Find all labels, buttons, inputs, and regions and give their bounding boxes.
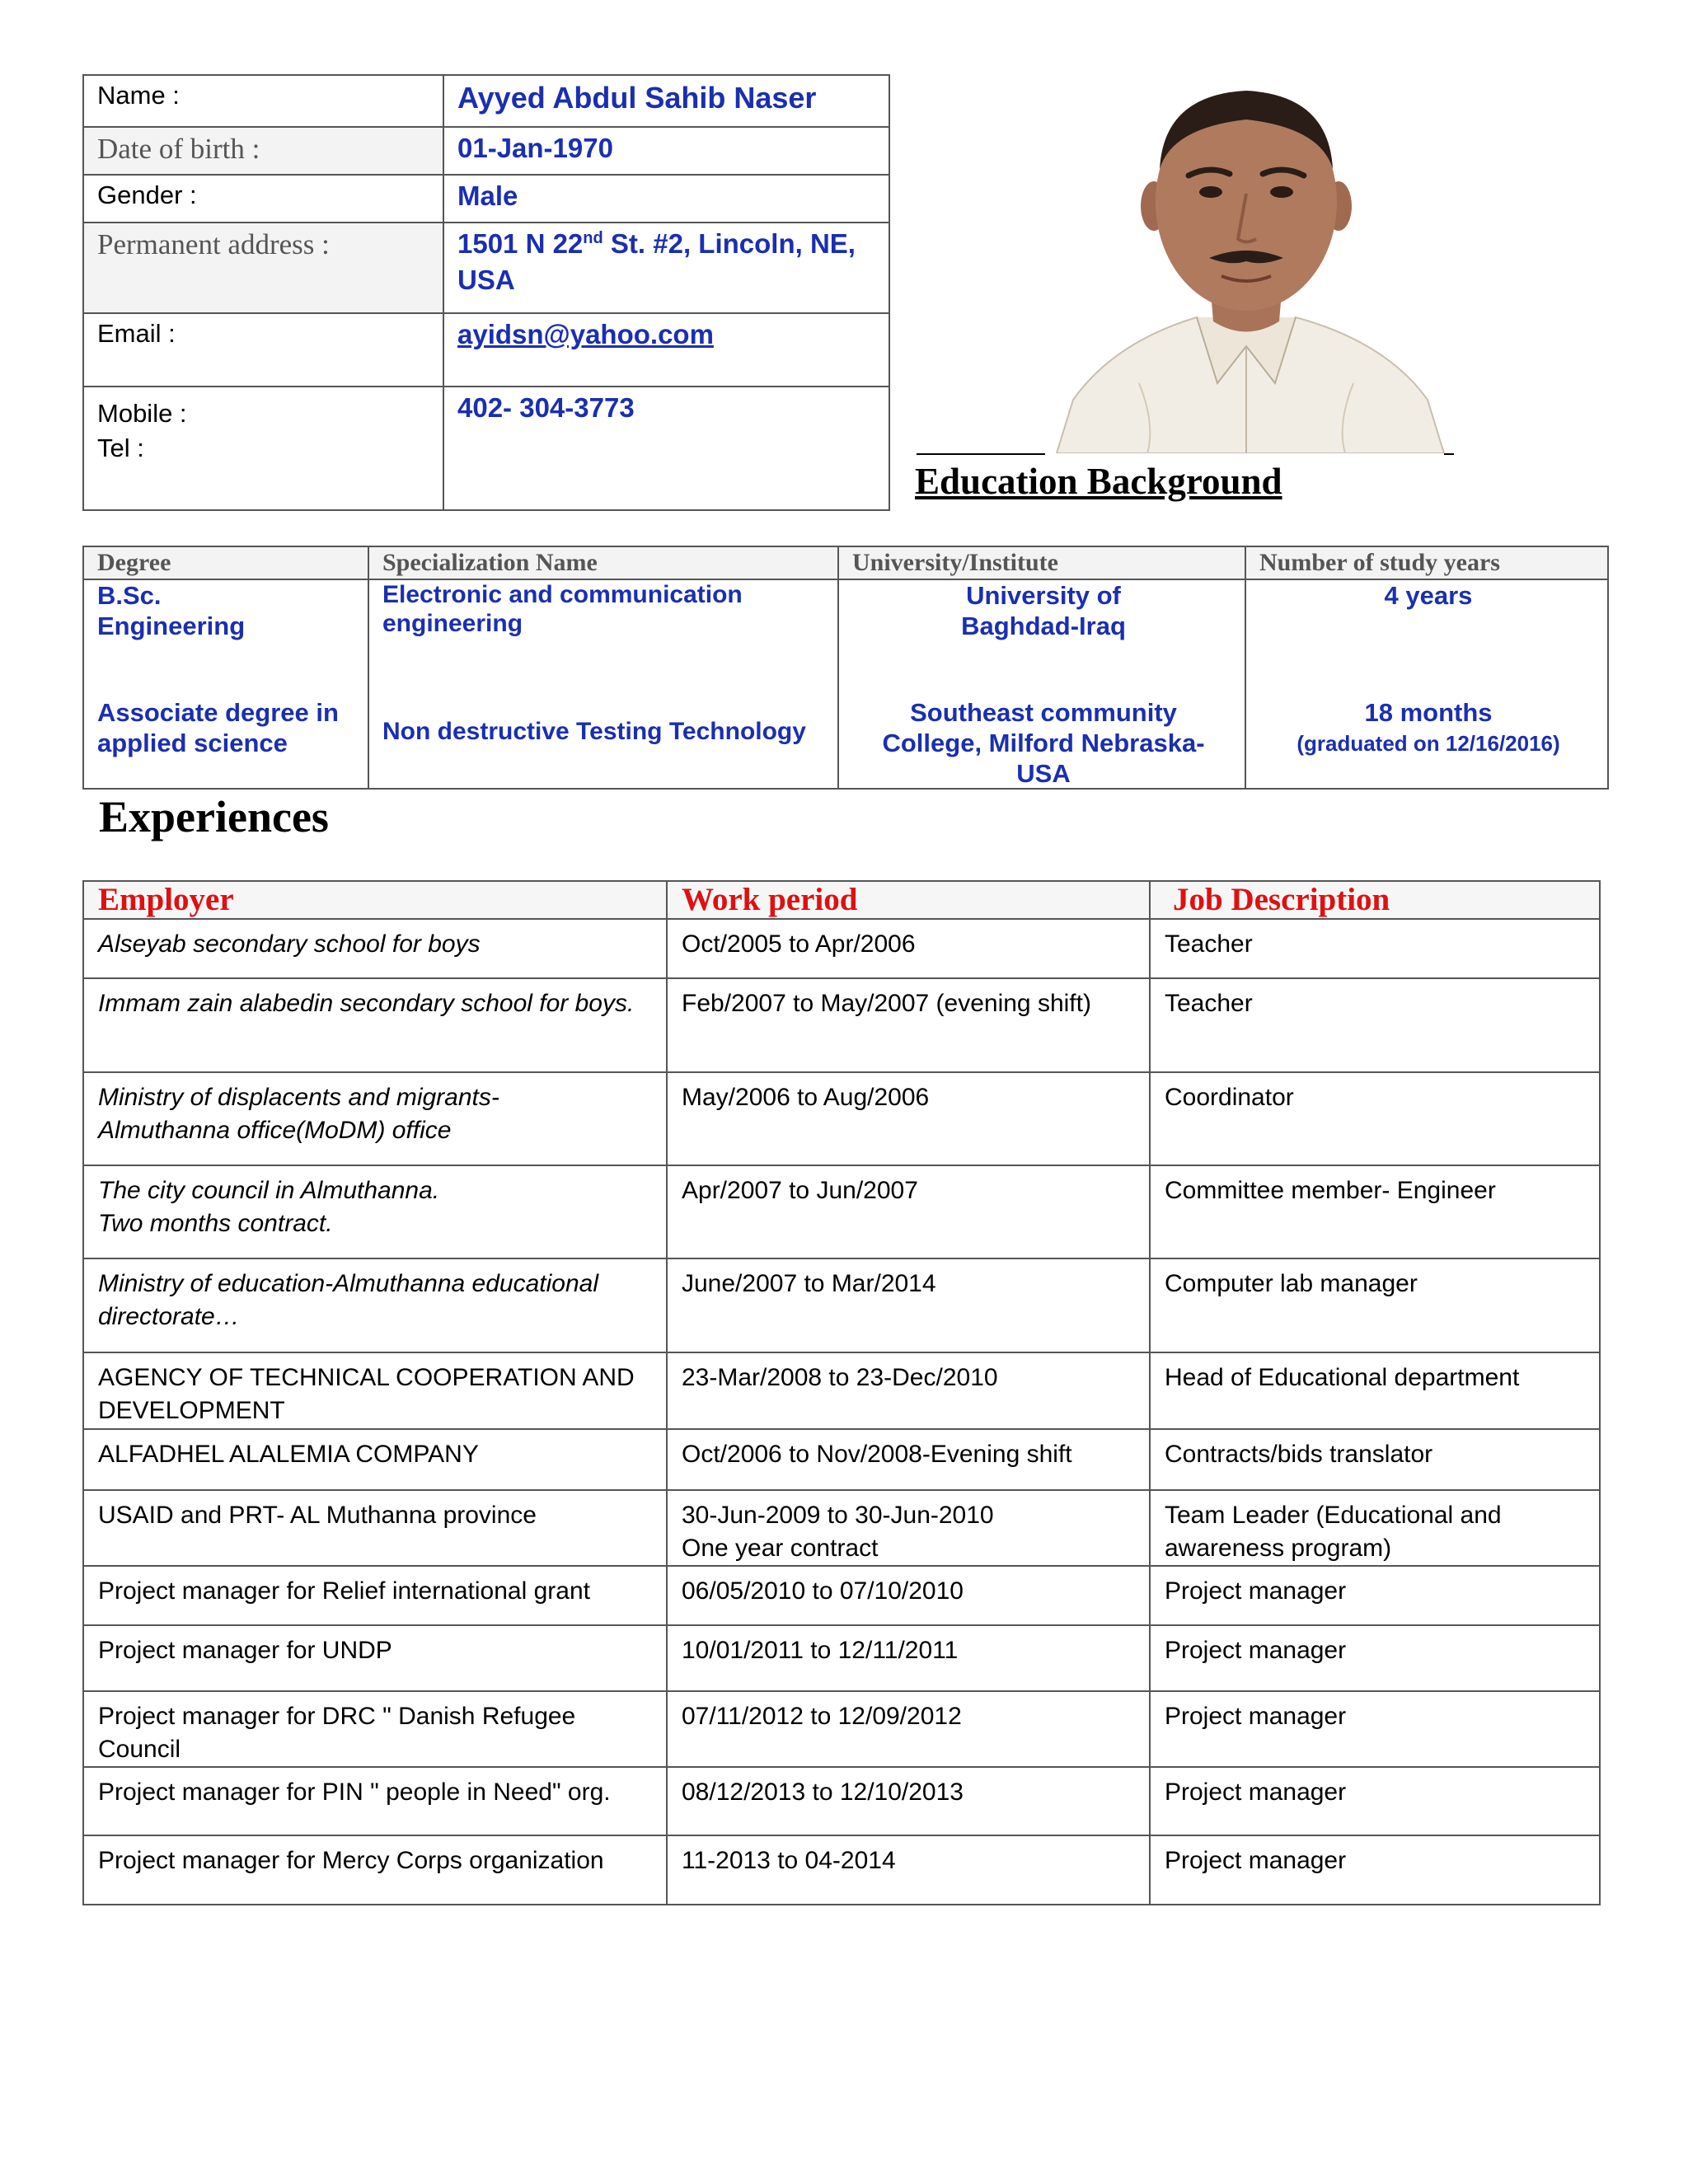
work-period: Oct/2006 to Nov/2008-Evening shift (667, 1429, 1150, 1490)
work-period: 10/01/2011 to 12/11/2011 (667, 1625, 1150, 1691)
experience-table (82, 880, 1601, 1905)
graduation-note: (graduated on 12/16/2016) (1296, 731, 1560, 756)
study-years-1: 4 years (1384, 581, 1473, 610)
job-description: Teacher (1150, 919, 1600, 978)
employer: Project manager for Mercy Corps organization (83, 1835, 667, 1905)
work-period: 11-2013 to 04-2014 (667, 1835, 1150, 1905)
header-job-description: Job Description (1150, 881, 1600, 919)
address-country: USA (457, 265, 515, 295)
address-label-cell (83, 223, 443, 313)
dob-value: 01-Jan-1970 (443, 127, 889, 175)
employer: The city council in Almuthanna. Two months contract. (83, 1165, 667, 1258)
experience-header-row (83, 881, 1600, 919)
experience-row (83, 919, 1600, 978)
mobile-value: 402- 304-3773 (443, 387, 889, 510)
employer: Project manager for PIN " people in Need" org. (83, 1767, 667, 1835)
education-table (82, 546, 1609, 790)
gender-value: Male (443, 175, 889, 223)
experience-row (83, 1767, 1600, 1835)
email-label: Email : (97, 319, 176, 348)
education-body-row (83, 579, 1608, 789)
experience-row (83, 1072, 1600, 1165)
job-description: Coordinator (1150, 1072, 1600, 1165)
job-description: Project manager (1150, 1835, 1600, 1905)
personal-info-table (82, 74, 890, 511)
employer: Immam zain alabedin secondary school for boys. (83, 978, 667, 1072)
work-period: Oct/2005 to Apr/2006 (667, 919, 1150, 978)
email-label-cell (83, 313, 443, 387)
work-period: Apr/2007 to Jun/2007 (667, 1165, 1150, 1258)
gender-label: Gender : (97, 180, 197, 209)
work-period: 08/12/2013 to 12/10/2013 (667, 1767, 1150, 1835)
study-years-cell (1245, 579, 1608, 789)
dob-label-cell (83, 127, 443, 175)
address-ordinal: nd (583, 229, 603, 247)
header-study-years: Number of study years (1245, 546, 1608, 579)
portrait-illustration (1040, 70, 1456, 453)
photo-underline-right (1444, 453, 1454, 455)
specialization-cell (368, 579, 838, 789)
experience-row (83, 1566, 1600, 1625)
employer: Ministry of displacents and migrants- Almuthanna office(MoDM) office (83, 1072, 667, 1165)
email-value-cell (443, 313, 889, 387)
address-label: Permanent address : (97, 228, 330, 260)
header-degree: Degree (83, 546, 368, 579)
job-description: Project manager (1150, 1566, 1600, 1625)
experience-row (83, 978, 1600, 1072)
job-description: Head of Educational department (1150, 1352, 1600, 1429)
education-heading: Education Background (915, 461, 1282, 502)
job-description: Project manager (1150, 1691, 1600, 1767)
work-period: 07/11/2012 to 12/09/2012 (667, 1691, 1150, 1767)
employer: Alseyab secondary school for boys (83, 919, 667, 978)
header-work-period: Work period (667, 881, 1150, 919)
job-description: Team Leader (Educational and awareness program) (1150, 1490, 1600, 1566)
mobile-label: Mobile : (97, 399, 187, 428)
address-value (443, 223, 889, 313)
employer: Project manager for DRC " Danish Refugee Council (83, 1691, 667, 1767)
email-link[interactable]: ayidsn@yahoo.com (457, 319, 714, 349)
employer: USAID and PRT- AL Muthanna province (83, 1490, 667, 1566)
gender-label-cell (83, 175, 443, 223)
address-number: 1501 N 22 (457, 228, 584, 259)
job-description: Computer lab manager (1150, 1258, 1600, 1352)
experience-row (83, 1835, 1600, 1905)
university-1: University of Baghdad-Iraq (961, 581, 1126, 640)
employer: ALFADHEL ALALEMIA COMPANY (83, 1429, 667, 1490)
address-street: St. #2, Lincoln, NE, (603, 228, 856, 259)
experience-row (83, 1691, 1600, 1767)
work-period: May/2006 to Aug/2006 (667, 1072, 1150, 1165)
employer: AGENCY OF TECHNICAL COOPERATION AND DEVELOPMENT (83, 1352, 667, 1429)
university-2: Southeast community College, Milford Nebraska-USA (882, 698, 1205, 788)
work-period: 23-Mar/2008 to 23-Dec/2010 (667, 1352, 1150, 1429)
job-description: Project manager (1150, 1767, 1600, 1835)
employer: Ministry of education-Almuthanna educational directorate… (83, 1258, 667, 1352)
name-value: Ayyed Abdul Sahib Naser (443, 75, 889, 127)
job-description: Project manager (1150, 1625, 1600, 1691)
name-label-cell (83, 75, 443, 127)
header-specialization: Specialization Name (368, 546, 838, 579)
header-university: University/Institute (838, 546, 1245, 579)
photo-underline-left (917, 453, 1045, 455)
experience-row (83, 1625, 1600, 1691)
degree-cell (83, 579, 368, 789)
specialization-1: Electronic and communication engineering (382, 581, 743, 637)
education-header-row (83, 546, 1608, 579)
degree-2: Associate degree in applied science (97, 698, 339, 757)
mobile-label-cell (83, 387, 443, 510)
experience-row (83, 1429, 1600, 1490)
profile-photo (1040, 70, 1456, 453)
experience-row (83, 1352, 1600, 1429)
job-description: Teacher (1150, 978, 1600, 1072)
job-description: Committee member- Engineer (1150, 1165, 1600, 1258)
experience-row (83, 1165, 1600, 1258)
experiences-heading: Experiences (99, 792, 329, 841)
tel-label: Tel : (97, 434, 144, 462)
employer: Project manager for UNDP (83, 1625, 667, 1691)
experience-row (83, 1490, 1600, 1566)
study-years-2: 18 months (1364, 698, 1493, 727)
job-description: Contracts/bids translator (1150, 1429, 1600, 1490)
experience-row (83, 1258, 1600, 1352)
work-period: 30-Jun-2009 to 30-Jun-2010 One year contract (667, 1490, 1150, 1566)
work-period: June/2007 to Mar/2014 (667, 1258, 1150, 1352)
university-cell (838, 579, 1245, 789)
specialization-2: Non destructive Testing Technology (382, 718, 806, 745)
work-period: 06/05/2010 to 07/10/2010 (667, 1566, 1150, 1625)
dob-label: Date of birth : (97, 133, 260, 165)
degree-1: B.Sc. Engineering (97, 581, 246, 640)
work-period: Feb/2007 to May/2007 (evening shift) (667, 978, 1150, 1072)
employer: Project manager for Relief international grant (83, 1566, 667, 1625)
name-label: Name : (97, 81, 180, 110)
header-employer: Employer (83, 881, 667, 919)
